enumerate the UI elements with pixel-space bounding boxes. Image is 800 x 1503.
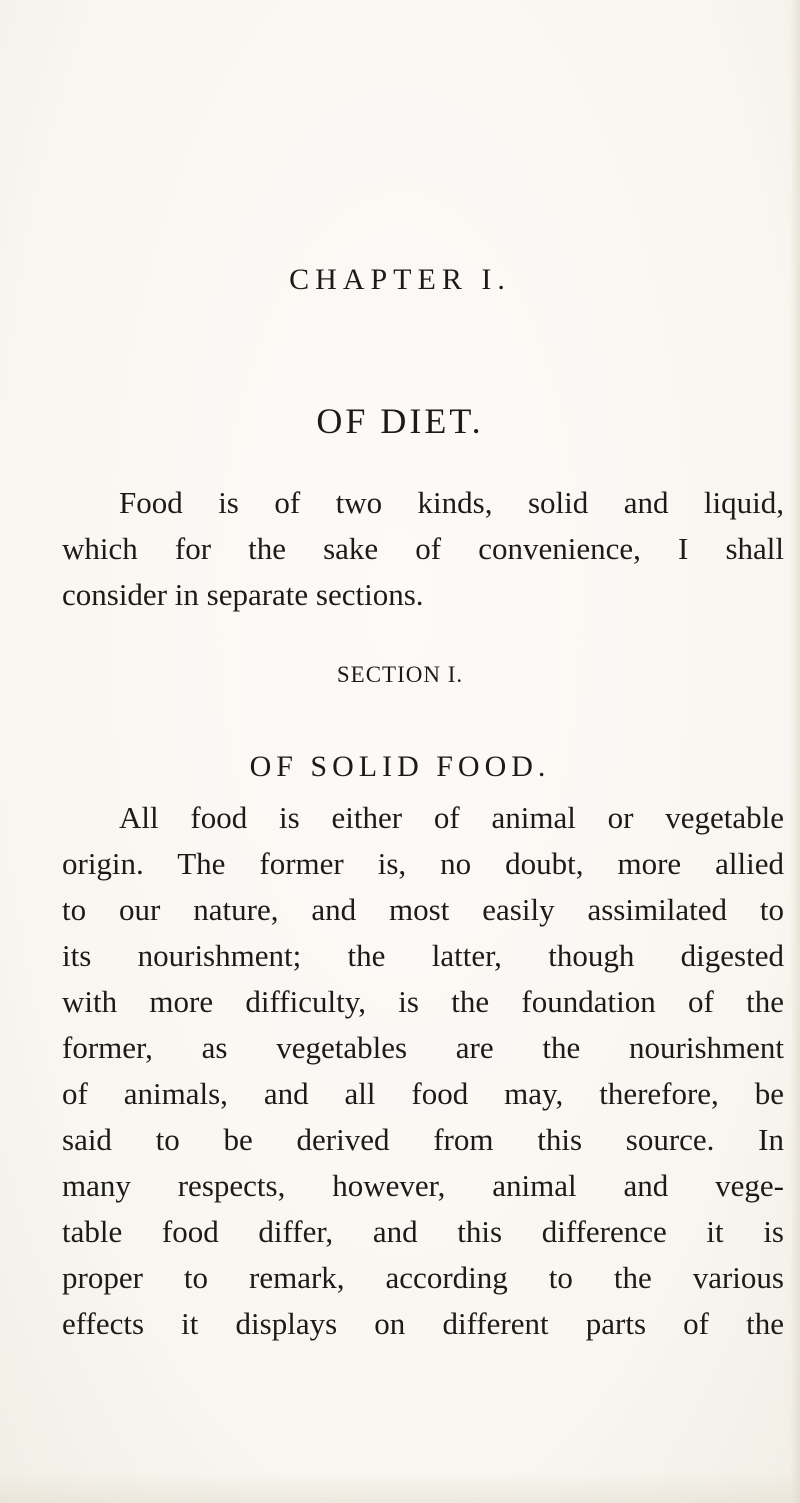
- body-paragraph: [62, 795, 784, 1347]
- paragraph-line: which for the sake of convenience, I shall: [62, 531, 784, 566]
- paragraph-line: to our nature, and most easily assimilated to: [62, 892, 784, 927]
- paragraph-line: said to be derived from this source. In: [62, 1122, 784, 1157]
- intro-paragraph: [62, 480, 784, 618]
- paragraph-line: Food is of two kinds, solid and liquid,: [119, 485, 784, 520]
- paragraph-line: table food differ, and this difference it is: [62, 1214, 784, 1249]
- paragraph-line: origin. The former is, no doubt, more allied: [62, 846, 784, 881]
- paragraph-line: of animals, and all food may, therefore, be: [62, 1076, 784, 1111]
- section-heading: SECTION I.: [336, 662, 464, 687]
- paragraph-line: with more difficulty, is the foundation of the: [62, 984, 784, 1019]
- paragraph-line: many respects, however, animal and vege-: [62, 1168, 784, 1203]
- paragraph-line: effects it displays on different parts of the: [62, 1306, 784, 1341]
- paragraph-line: proper to remark, according to the various: [62, 1260, 784, 1295]
- paragraph-line: former, as vegetables are the nourishment: [62, 1030, 784, 1065]
- section-title: OF SOLID FOOD.: [249, 750, 551, 783]
- paragraph-line: All food is either of animal or vegetable: [119, 800, 784, 835]
- chapter-heading: CHAPTER I.: [289, 263, 511, 296]
- chapter-title: OF DIET.: [316, 401, 484, 441]
- page-bottom-shadow: [0, 1473, 800, 1503]
- paragraph-line: its nourishment; the latter, though digested: [62, 938, 784, 973]
- paragraph-line: consider in separate sections.: [62, 577, 424, 612]
